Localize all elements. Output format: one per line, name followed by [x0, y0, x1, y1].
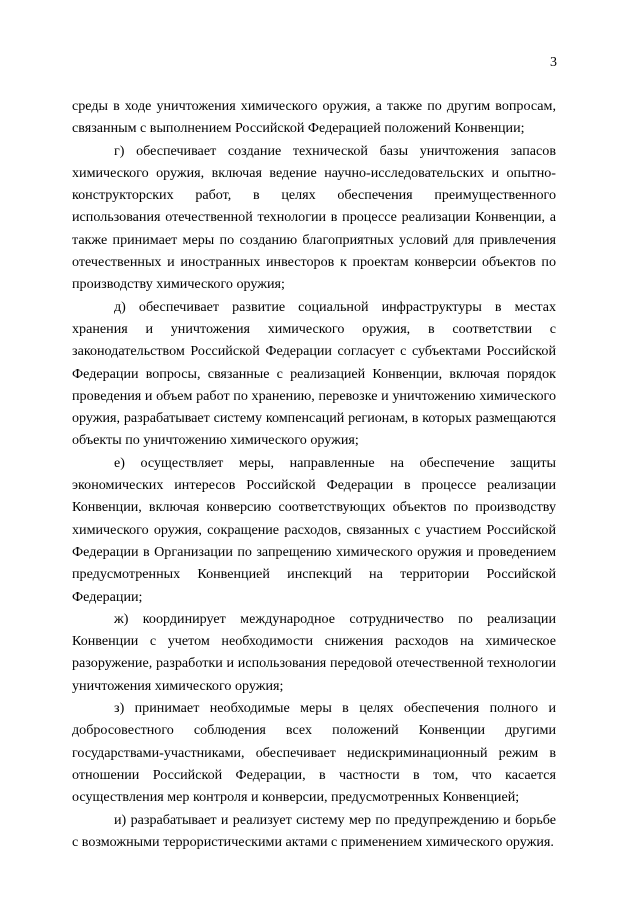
paragraph-zh: ж) координирует международное сотрудничество по реализации Конвенции с учетом необходимости снижения расходов на химическое разоружение, разработки и использования передовой отечественной технологии уничтожения химического оружия; — [72, 610, 556, 694]
paragraph-e: е) осуществляет меры, направленные на обеспечение защиты экономических интересов Российской Федерации в процессе реализации Конвенции, включая конверсию соответствующих объектов по производству химического оружия, сокращение расходов, связанных с участием Российской Федерации в Организации по запрещению химического оружия и проведением предусмотренных Конвенцией инспекций на территории Российской Федерации; — [72, 454, 556, 605]
paragraph-i: и) разрабатывает и реализует систему мер по предупреждению и борьбе с возможными террористическими актами с применением химического оружия. — [72, 811, 556, 850]
document-body — [72, 95, 556, 853]
paragraph-z: з) принимает необходимые меры в целях обеспечения полного и добросовестного соблюдения всех положений Конвенции другими государствами-участниками, обеспечивает недискриминационный режим в отношении Российской Федерации, в частности в том, что касается осуществления мер контроля и конверсии, предусмотренных Конвенцией; — [72, 700, 556, 806]
paragraph-d: д) обеспечивает развитие социальной инфраструктуры в местах хранения и уничтожения химического оружия, в соответствии с законодательством Российской Федерации согласует с субъектами Российской Федерации вопросы, связанные с реализацией Конвенции, включая порядок проведения и объем работ по хранению, перевозке и уничтожению химического оружия, разрабатывает систему компенсаций регионам, в которых размещаются объекты по уничтожению химического оружия; — [72, 298, 556, 449]
paragraph-continued: среды в ходе уничтожения химического оружия, а также по другим вопросам, связанным с выполнением Российской Федерацией положений Конвенции; — [72, 98, 556, 137]
page-number: 3 — [550, 55, 557, 70]
paragraph-g: г) обеспечивает создание технической базы уничтожения запасов химического оружия, включая ведение научно-исследовательских и опытно-конструкторских работ, в целях обеспечения преимущественного использования отечественной технологии в процессе реализации Конвенции, а также принимает меры по созданию благоприятных условий для привлечения отечественных и иностранных инвесторов к проектам конверсии объектов по производству химического оружия; — [72, 142, 556, 293]
